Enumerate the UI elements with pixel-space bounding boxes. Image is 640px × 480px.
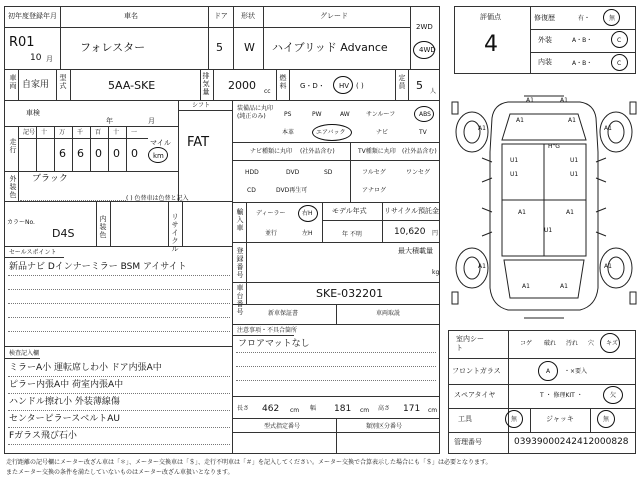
mileage-digit: 0	[113, 147, 120, 160]
width-value: 181	[334, 404, 352, 414]
doors-label: ドア	[214, 12, 228, 20]
recycle-value: 10,620	[394, 227, 426, 237]
opt-pw: PW	[312, 111, 322, 118]
chassis-side-label: 車台番号	[236, 284, 244, 316]
repair-none: 無	[609, 15, 616, 22]
inspection-line: ピラー内張A中 荷室内張A中	[9, 380, 124, 390]
opt-airbag-circle	[312, 124, 352, 141]
tools-val: 無	[511, 416, 518, 423]
int-grade-opts: A・B・	[572, 60, 593, 67]
capacity-unit: 人	[430, 88, 437, 95]
length-value: 462	[262, 404, 280, 414]
shaken-year-unit: 年	[106, 117, 113, 125]
inspection-line: センターピラースベルトAU	[9, 414, 120, 424]
spare-opts: T ・ 修理KIT ・	[540, 392, 583, 399]
nenryo-label: 燃料	[279, 74, 287, 90]
inspection-line: ミラーA小 運転席しわ小 ドア内張A中	[9, 363, 162, 373]
diagram-label: A1	[478, 125, 486, 132]
shaken-label: 車検	[26, 109, 40, 117]
front-glass-circle	[538, 361, 558, 381]
diagram-label: A1	[478, 263, 486, 270]
footer-line1: 走行距離の記号欄にメーター改ざん車は「＊」、メーター交換車は「＄」、走行不明車は「＃」を記入してください。メーター交換で合算表示した場合にも「＄」は必要となります。	[6, 459, 492, 466]
mileage-place-label: 記号	[23, 129, 36, 136]
shift-value: FAT	[187, 135, 210, 150]
inspection-line: Fガラス飛び石小	[9, 431, 77, 441]
drive-4wd: 4WD	[419, 46, 436, 54]
front-glass-sel: A	[546, 368, 551, 375]
tv-title-note: (社外品含む)	[402, 148, 437, 155]
exterior-color: ブラック	[32, 174, 68, 184]
diagram-label: A1	[526, 97, 534, 104]
fuel-other: ( )	[356, 82, 364, 90]
options-title: 装備品に丸印	[237, 105, 274, 112]
notes-title: 注意事項・不具合箇所	[237, 327, 298, 334]
width-label: 幅	[310, 405, 317, 412]
grade-label: グレード	[320, 12, 348, 20]
tv-analog: アナログ	[362, 187, 387, 194]
drive-4wd-circle	[413, 41, 435, 59]
shape-label: 形状	[241, 12, 255, 20]
class-label: 類別区分番号	[366, 423, 403, 430]
inspection-title: 検査記入欄	[9, 350, 40, 357]
seat-kizu-circle	[600, 333, 620, 353]
navi-title-note: (社外品含む)	[300, 148, 335, 155]
score-label: 評価点	[480, 13, 501, 21]
repair-none-circle	[603, 9, 620, 26]
katashiki-label: 型式	[59, 74, 67, 90]
height-value: 171	[403, 404, 421, 414]
diagram-label: U1	[510, 171, 519, 178]
seat-ana: 穴	[588, 340, 595, 347]
width-unit: cm	[360, 407, 370, 414]
warranty-label: 新車保証書	[268, 310, 299, 317]
seat-kizu: キズ	[606, 340, 618, 347]
diagram-label: A1	[566, 209, 574, 216]
category: 自家用	[22, 80, 50, 90]
ext-grade-sel: C	[617, 37, 622, 44]
seat-yabure: 破れ	[544, 340, 557, 347]
reg-year-label: 初年度登録年月	[8, 12, 57, 20]
fuel-hv: HV	[339, 82, 350, 90]
opt-abs: ABS	[419, 111, 431, 118]
color-no-label: カラーNo.	[7, 219, 35, 226]
footer-line2: またメーター交換の条件を満たしていないものはメーター改ざん車扱いとなります。	[6, 469, 234, 476]
model-year-label: モデル年式	[332, 207, 367, 215]
mileage-place-label: 一	[131, 129, 138, 136]
car-name-label: 車名	[124, 12, 138, 20]
jack-val: 無	[603, 416, 610, 423]
reg-month: 10	[30, 53, 42, 63]
tools-label: 工具	[458, 415, 472, 423]
shape: W	[244, 41, 255, 54]
navi-dvd: DVD	[286, 169, 300, 176]
displacement-unit: cc	[264, 88, 271, 95]
mgmt-value: 03939000242412000828	[514, 437, 629, 447]
diagram-label: H"G	[548, 143, 560, 150]
spare-sel: 欠	[610, 392, 617, 399]
inspection-line: ハンドル擦れ小 外装薄線傷	[9, 397, 120, 407]
notes-value: フロアマットなし	[238, 339, 310, 349]
diagram-label: U1	[570, 171, 579, 178]
import-side-label: 輸入車	[236, 208, 244, 232]
grade: ハイブリッド Advance	[272, 41, 388, 54]
recycle-col-label: リサイクル	[171, 213, 179, 253]
diagram-label: U1	[544, 227, 553, 234]
seat-label: 室内シート	[456, 335, 484, 352]
int-grade-sel: C	[617, 60, 622, 67]
import-migi: 右H	[302, 210, 313, 217]
opt-leather: 本革	[282, 129, 295, 136]
interior-color-label: 内装色	[99, 215, 107, 239]
diagram-label: A1	[522, 283, 530, 290]
max-load-unit: kg	[432, 269, 440, 276]
haiki-label: 排気量	[202, 72, 210, 96]
jack-label: ジャッキ	[546, 415, 574, 423]
teiin-label: 定員	[398, 74, 406, 90]
opt-airbag: エアバック	[316, 129, 346, 136]
shift-label: シフト	[192, 102, 211, 109]
spare-circle	[603, 386, 623, 404]
manual-label: 車両取説	[376, 310, 401, 317]
cert-label: 型式指定番号	[264, 423, 301, 430]
recycle-label: リサイクル預託金	[384, 207, 440, 215]
length-label: 長さ	[237, 405, 250, 412]
mileage-digit: 6	[77, 147, 84, 160]
exterior-note: ( ) 色替車は色替と記入	[126, 195, 189, 202]
ext-grade-circle	[611, 31, 628, 48]
reg-month-unit: 月	[46, 55, 53, 63]
mileage-place-label: 万	[59, 129, 66, 136]
height-unit: cm	[428, 407, 438, 414]
import-heiko: 並行	[265, 230, 278, 237]
era-year: R01	[9, 35, 35, 50]
chassis-value: SKE-032201	[316, 287, 384, 300]
diagram-label: A1	[560, 97, 568, 104]
jack-circle	[597, 410, 615, 428]
unit-mile: マイル	[150, 139, 171, 147]
navi-dvd-play: DVD再生可	[276, 187, 308, 194]
doors: 5	[216, 41, 223, 54]
import-hidari: 左H	[302, 230, 313, 237]
opt-sunroof: サンルーフ	[366, 111, 396, 118]
color-no: D4S	[52, 227, 75, 240]
options-sub: (純正のみ)	[237, 113, 266, 120]
sales-point: 新品ナビ Dインナーミラー BSM アイサイト	[9, 262, 187, 272]
tv-oneseg: ワンセグ	[406, 169, 431, 176]
length-unit: cm	[290, 407, 300, 414]
reg-num-side-label: 登録番号	[236, 247, 244, 279]
unit-km-circle	[148, 147, 168, 163]
navi-title: ナビ種類に丸印	[250, 148, 293, 155]
model-code: 5AA-SKE	[108, 79, 156, 92]
opt-ps: PS	[284, 111, 292, 118]
navi-sd: SD	[324, 169, 333, 176]
diagram-label: A1	[560, 283, 568, 290]
diagram-label: A1	[604, 263, 612, 270]
diagram-label: A1	[516, 117, 524, 124]
diagram-label: A1	[518, 209, 526, 216]
seat-yogore: 汚れ	[566, 340, 579, 347]
model-year-value: 年 不明	[342, 231, 362, 238]
mgmt-label: 管理番号	[454, 438, 482, 446]
ext-grade-label: 外装	[538, 36, 552, 44]
opt-tv: TV	[419, 129, 427, 136]
mileage-digit: 0	[95, 147, 102, 160]
opt-navi: ナビ	[376, 129, 389, 136]
tv-fullseg: フルセグ	[362, 169, 386, 176]
repair-opts: 有・	[578, 15, 591, 22]
drive-2wd: 2WD	[416, 23, 433, 31]
mileage-place-label: 十	[41, 129, 48, 136]
repair-label: 修復歴	[534, 14, 555, 22]
mileage-place-label: 十	[113, 129, 120, 136]
diagram-label: U1	[510, 157, 519, 164]
import-dealer: ディーラー	[256, 210, 286, 217]
front-glass-opt: ・×要入	[564, 368, 588, 375]
diagram-label: A1	[604, 125, 612, 132]
shaken-month-unit: 月	[148, 117, 155, 125]
opt-abs-circle	[414, 106, 434, 122]
score-value: 4	[484, 32, 498, 57]
mileage-place-label: 千	[77, 129, 84, 136]
import-migi-circle	[298, 205, 318, 222]
mileage-side-label: 走行	[9, 138, 17, 154]
recycle-unit: 円	[432, 230, 439, 237]
mileage-digit: 0	[131, 147, 138, 160]
car-diagram	[448, 92, 640, 324]
tools-circle	[505, 410, 523, 428]
capacity: 5	[416, 79, 423, 92]
tv-title: TV種類に丸印	[358, 148, 396, 155]
int-grade-circle	[611, 54, 628, 71]
mileage-place-label: 百	[95, 129, 102, 136]
diagram-label: A1	[568, 117, 576, 124]
navi-cd: CD	[247, 187, 256, 194]
navi-hdd: HDD	[245, 169, 259, 176]
diagram-label: U1	[570, 157, 579, 164]
mileage-digit: 6	[59, 147, 66, 160]
seat-koge: コゲ	[520, 340, 533, 347]
exterior-side-label: 外装色	[9, 175, 17, 199]
height-label: 高さ	[378, 405, 391, 412]
ext-grade-opts: A・B・	[572, 37, 593, 44]
front-glass-label: フロントガラス	[452, 367, 501, 375]
max-load-label: 最大積載量	[398, 247, 433, 255]
spare-label: スペアタイヤ	[454, 391, 496, 399]
fuel-options: G・D・	[300, 82, 325, 90]
int-grade-label: 内装	[538, 58, 552, 66]
sharyo-label: 車両	[9, 74, 17, 90]
unit-km: km	[153, 152, 164, 160]
car-name: フォレスター	[80, 41, 146, 54]
displacement: 2000	[228, 79, 256, 92]
fuel-hv-circle	[333, 76, 353, 94]
sales-point-title: セールスポイント	[9, 249, 57, 256]
opt-aw: AW	[340, 111, 350, 118]
